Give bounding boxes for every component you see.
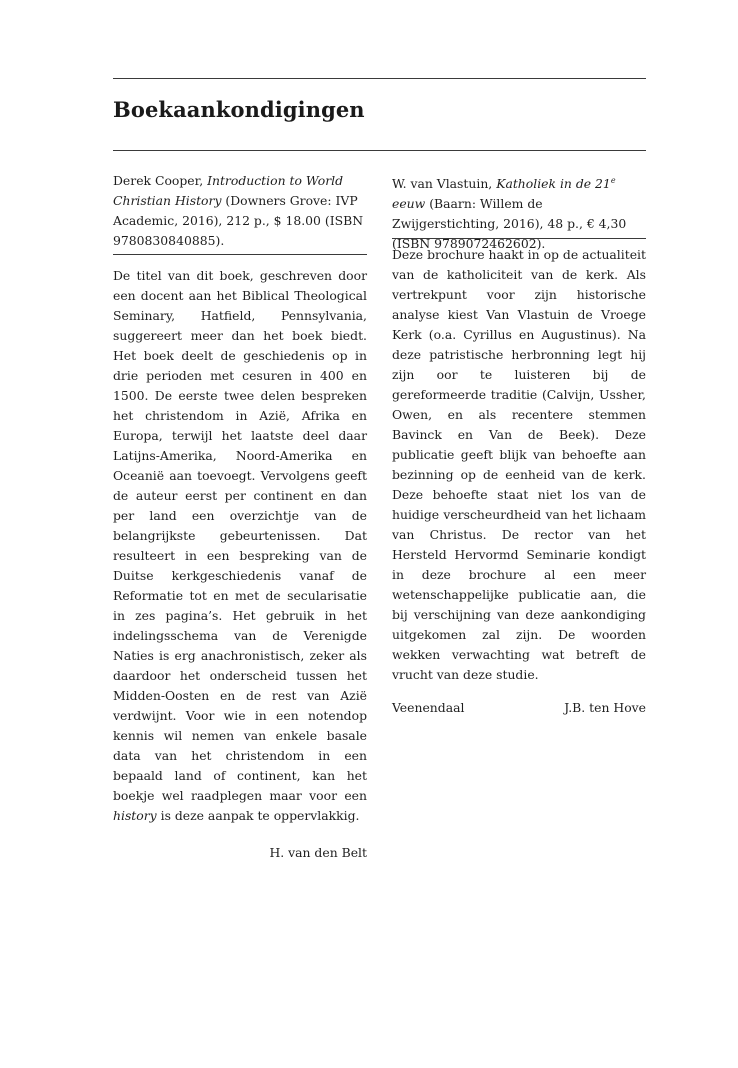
citation-rule — [113, 254, 367, 255]
review-body-left — [113, 266, 367, 826]
page-title: Boekaankondigingen — [113, 97, 365, 122]
review-place: Veenendaal — [392, 700, 465, 715]
citation-left — [113, 171, 367, 251]
citation-details: (Baarn: Willem de Zwijgerstichting, 2016), 48 p., € 4,30 (ISBN 9789072462602). — [392, 196, 627, 252]
review-right — [392, 171, 646, 718]
body-italic: history — [113, 808, 157, 823]
citation-title: Introduction to World Christian History — [113, 173, 344, 208]
citation-author: W. van Vlastuin, — [392, 176, 497, 192]
review-left — [113, 171, 367, 863]
citation-author: Derek Cooper, — [113, 173, 208, 188]
review-body-right: Deze brochure haakt in op de actualiteit van de katholiciteit van de kerk. Als vertrekpunt voor zijn historische analyse kiest Van Vlastuin de Vroege Kerk (o.a. Cyrillus en Augustinus). Na deze patristische herbronning legt hij zijn oor te luisteren bij de gereformeerde traditie (Calvijn, Ussher, Owen, en als recentere stemmen Bavinck en Van de Beek). Deze publicatie geeft blijk van behoefte aan bezinning op de eenheid van de kerk. Deze behoefte staat niet los van de huidige verscheurdheid van het lichaam van Christus. De rector van het Hersteld Hervormd Seminarie kondigt in deze brochure al een meer wetenschappelijke publicatie aan, die bij verschijning van deze aankondiging uitgekomen zal zijn. De woorden wekken verwachting wat betreft de vrucht van deze studie. — [392, 247, 646, 682]
citation-right — [392, 171, 646, 251]
reviewer-signature: H. van den Belt — [269, 845, 367, 860]
citation-title: Katholiek in de 21e eeuw — [392, 176, 616, 212]
reviewer-signature: J.B. ten Hove — [564, 700, 646, 715]
body-text: De titel van dit boek, geschreven door een docent aan het Biblical Theological Seminary, Hatfield, Pennsylvania, suggereert meer dan het boek biedt. Het boek deelt de geschiedenis op in drie perioden met cesuren in 400 en 1500. De eerste twee delen bespreken het christendom in Azië, Afrika en Europa, terwijl het laatste deel daar Latijns-Amerika, Noord-Amerika en Oceanië aan toevoegt. Vervolgens geeft de auteur eerst per continent en dan per land een overzichtje van de belangrijkste gebeurtenissen. Dat resulteert in een bespreking van de Duitse kerkgeschiedenis vanaf de Reformatie tot en met de secularisatie in zes pagina’s. Het gebruik in het indelingsschema van de Verenigde Naties is erg anachronistisch, zeker als daardoor het onderscheid tussen het Midden-Oosten en de rest van Azië verdwijnt. Voor wie in een notendop kennis wil nemen van enkele basale data van het christendom in een bepaald land of continent, kan het boekje wel raadplegen maar voor een — [113, 268, 367, 803]
title-rule — [113, 150, 646, 151]
citation-details: (Downers Grove: IVP Academic, 2016), 212 p., $ 18.00 (ISBN 9780830840885). — [113, 193, 364, 248]
top-rule — [113, 78, 646, 79]
signature-row — [392, 698, 646, 718]
body-text-end: is deze aanpak te oppervlakkig. — [156, 808, 360, 823]
